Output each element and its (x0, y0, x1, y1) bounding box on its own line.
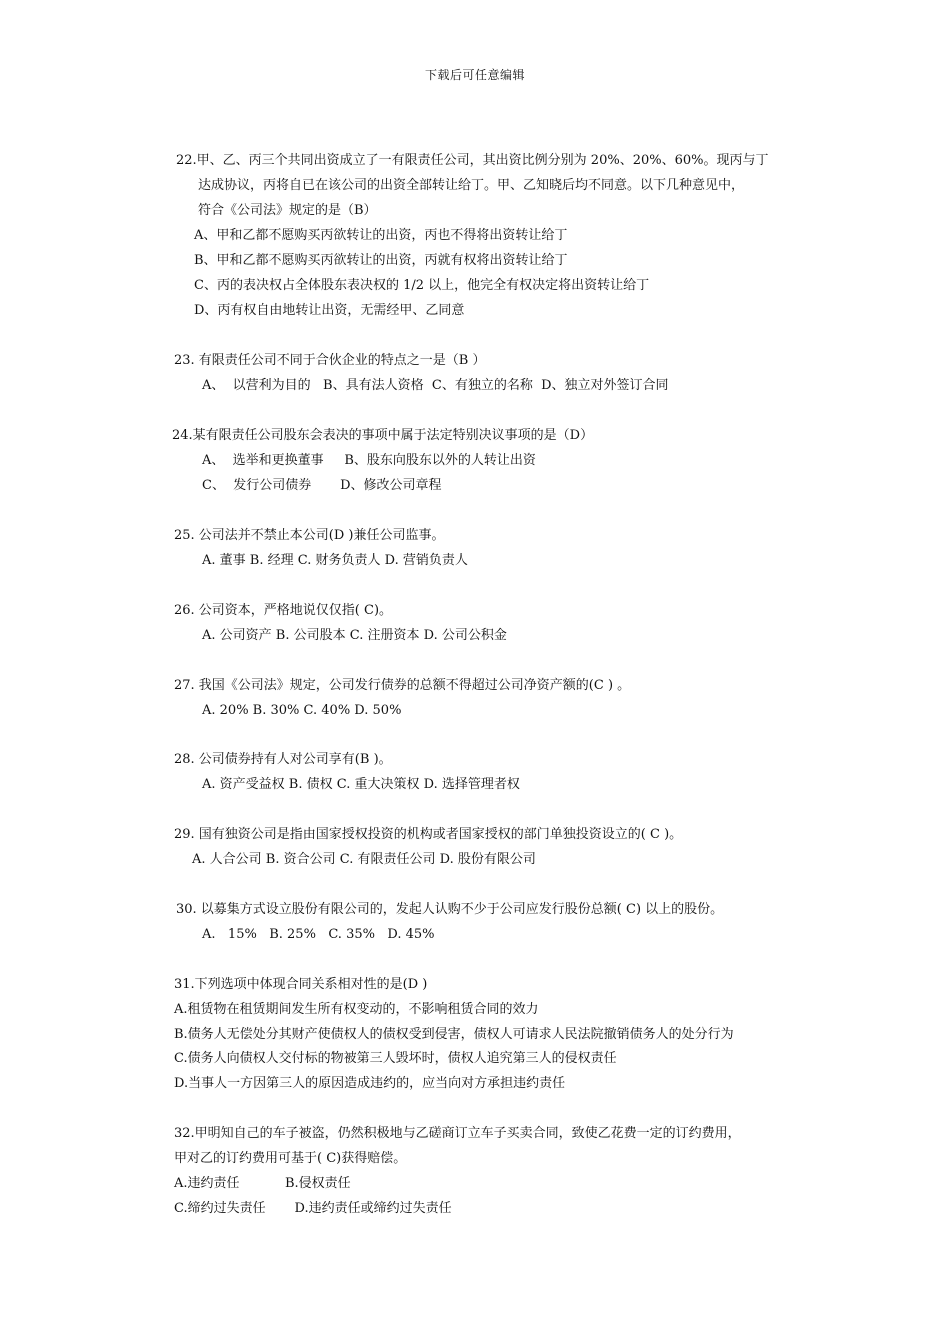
question-29-stem: 29. 国有独资公司是指由国家授权投资的机构或者国家授权的部门单独投资设立的( C )。 (174, 827, 683, 842)
question-22-stem-line-1: 22.甲、乙、丙三个共同出资成立了一有限责任公司，其出资比例分别为 20%、20%、60%。现丙与丁 (176, 153, 769, 168)
question-23-stem: 23. 有限责任公司不同于合伙企业的特点之一是（B ） (174, 353, 486, 368)
question-31-option-c: C.债务人向债权人交付标的物被第三人毁坏时，债权人追究第三人的侵权责任 (174, 1051, 617, 1066)
question-24-stem: 24.某有限责任公司股东会表决的事项中属于法定特别决议事项的是（D） (172, 428, 594, 443)
question-22-stem-line-3: 符合《公司法》规定的是（B） (198, 203, 377, 218)
question-31-stem: 31.下列选项中体现合同关系相对性的是(D ) (174, 977, 428, 992)
question-28-stem: 28. 公司债券持有人对公司享有(B )。 (174, 752, 392, 767)
question-22-option-b: B、甲和乙都不愿购买丙欲转让的出资，丙就有权将出资转让给丁 (194, 253, 568, 268)
question-31-option-a: A.租赁物在租赁期间发生所有权变动的，不影响租赁合同的效力 (174, 1002, 539, 1017)
question-22-stem-line-2: 达成协议，丙将自已在该公司的出资全部转让给丁。甲、乙知晓后均不同意。以下几种意见中， (198, 178, 745, 193)
question-32-stem-line-1: 32.甲明知自己的车子被盗，仍然积极地与乙磋商订立车子买卖合同，致使乙花费一定的订约费用， (174, 1126, 741, 1141)
question-30-stem: 30. 以募集方式设立股份有限公司的，发起人认购不少于公司应发行股份总额( C) 以上的股份。 (176, 902, 724, 917)
question-23-options: A、 以营利为目的 B、具有法人资格 C、有独立的名称 D、独立对外签订合同 (202, 378, 669, 393)
question-29-options: A. 人合公司 B. 资合公司 C. 有限责任公司 D. 股份有限公司 (192, 852, 536, 867)
question-27-options: A. 20% B. 30% C. 40% D. 50% (202, 703, 402, 718)
question-22-option-a: A、甲和乙都不愿购买丙欲转让的出资，丙也不得将出资转让给丁 (194, 228, 568, 243)
question-24-options-line-2: C、 发行公司债券 D、修改公司章程 (202, 478, 442, 493)
question-25-options: A. 董事 B. 经理 C. 财务负责人 D. 营销负责人 (202, 553, 468, 568)
question-30-options: A. 15% B. 25% C. 35% D. 45% (202, 927, 435, 942)
question-24-options-line-1: A、 选举和更换董事 B、股东向股东以外的人转让出资 (202, 453, 536, 468)
question-32-stem-line-2: 甲对乙的订约费用可基于( C)获得赔偿。 (174, 1151, 407, 1166)
question-22-option-c: C、丙的表决权占全体股东表决权的 1/2 以上，他完全有权决定将出资转让给丁 (194, 278, 650, 293)
question-26-stem: 26. 公司资本，严格地说仅仅指( C)。 (174, 603, 393, 618)
question-25-stem: 25. 公司法并不禁止本公司(D )兼任公司监事。 (174, 528, 445, 543)
question-32-options-line-1: A.违约责任 B.侵权责任 (174, 1176, 351, 1191)
question-28-options: A. 资产受益权 B. 债权 C. 重大决策权 D. 选择管理者权 (202, 777, 520, 792)
question-31-option-b: B.债务人无偿处分其财产使债权人的债权受到侵害，债权人可请求人民法院撤销债务人的处分行为 (174, 1027, 734, 1042)
question-31-option-d: D.当事人一方因第三人的原因造成违约的，应当向对方承担违约责任 (174, 1076, 566, 1091)
question-26-options: A. 公司资产 B. 公司股本 C. 注册资本 D. 公司公积金 (202, 628, 507, 643)
question-32-options-line-2: C.缔约过失责任 D.违约责任或缔约过失责任 (174, 1201, 452, 1216)
question-22-option-d: D、丙有权自由地转让出资，无需经甲、乙同意 (194, 303, 465, 318)
page-header: 下载后可任意编辑 (424, 68, 525, 82)
question-27-stem: 27. 我国《公司法》规定，公司发行债券的总额不得超过公司净资产额的(C ) 。 (174, 678, 631, 693)
